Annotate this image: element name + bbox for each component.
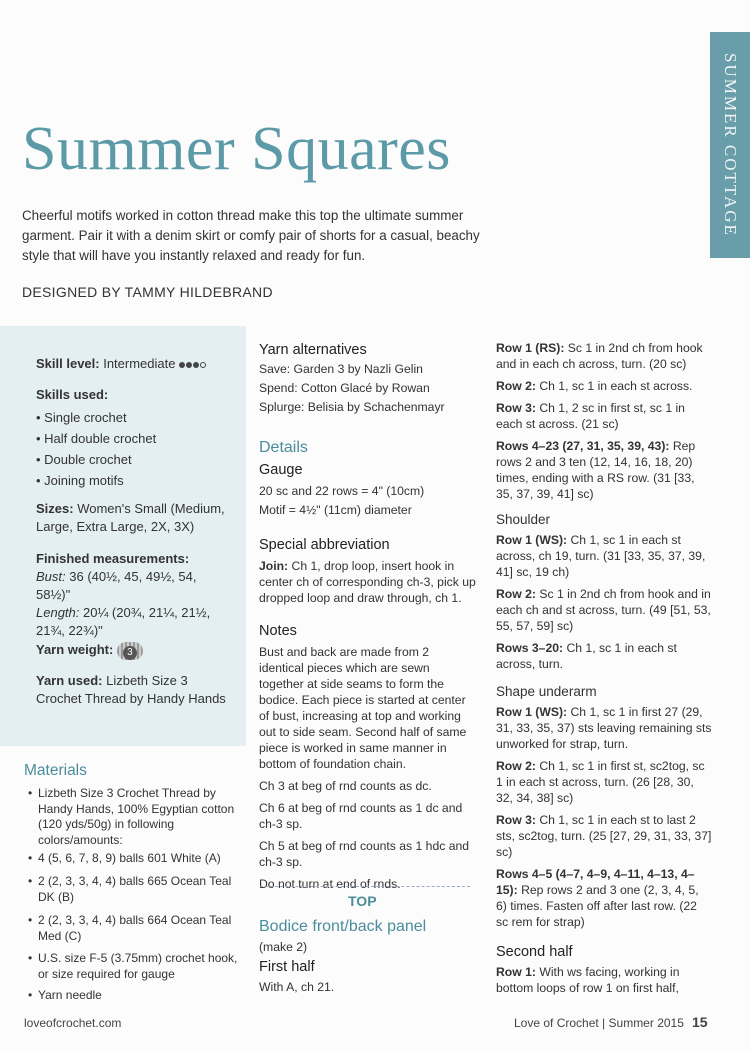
- gauge-section: Gauge 20 sc and 22 rows = 4" (10cm) Motif = 4½" (11cm) diameter: [259, 462, 425, 517]
- skill-level: Skill level: Intermediate: [36, 355, 232, 373]
- skill-item: • Joining motifs: [36, 470, 232, 491]
- materials-heading: Materials: [24, 762, 87, 779]
- yarn-alternatives: Yarn alternatives Save: Garden 3 by Nazli Gelin Spend: Cotton Glacé by Rowan Splurge: Belisia by Schachenmayr: [259, 342, 445, 414]
- materials-item: • Yarn needle: [28, 988, 102, 1002]
- shoulder-section: Shoulder Row 1 (WS): Ch 1, sc 1 in each st across, ch 19, turn. (31 [33, 35, 37, 39, 41] sc, 19 ch) Row 2: Sc 1 in 2nd ch from hook and in each ch and st across, turn. (49 [51, 53, 55, 57, 59] sc) Rows 3–20: Ch 1, sc 1 in each st across, turn.: [496, 512, 711, 671]
- details-heading: Details: [259, 439, 308, 456]
- materials-item: • U.S. size F-5 (3.75mm) crochet hook, or size required for gauge: [28, 951, 238, 981]
- yarn-weight-icon: 3: [117, 642, 143, 660]
- notes-section: Notes Bust and back are made from 2 identical pieces which are sewn together at side seams to form the bodice. Each piece is started at center of bust, increasing at top and working out to side seam. Second half of same piece is worked in same manner in bottom of foundation chain. Ch 3 at beg of rnd counts as dc. Ch 6 at beg of rnd counts as 1 dc and ch-3 sp. Ch 5 at beg of rnd counts as 1 hdc and ch-3 sp. Do not turn at end of rnds.: [259, 623, 470, 891]
- bodice-section: Bodice front/back panel (make 2) First half With A, ch 21.: [259, 918, 427, 994]
- yarn-used: Yarn used: Lizbeth Size 3 Crochet Thread by Handy Hands: [36, 673, 226, 706]
- top-heading: TOP: [348, 893, 377, 909]
- materials-item: • 2 (2, 3, 3, 4, 4) balls 664 Ocean Teal Med (C): [28, 913, 232, 943]
- footer-magazine: Love of Crochet | Summer 2015: [514, 1016, 684, 1030]
- second-half-section: Second half Row 1: With ws facing, working in bottom loops of row 1 on first half,: [496, 944, 680, 995]
- footer-url: loveofcrochet.com: [24, 1016, 122, 1030]
- skill-item: • Single crochet: [36, 407, 232, 428]
- skill-item: • Half double crochet: [36, 428, 232, 449]
- rows-1-23: Row 1 (RS): Sc 1 in 2nd ch from hook and in each ch across, turn. (20 sc) Row 2: Ch 1, sc 1 in each st across. Row 3: Ch 1, 2 sc in first st, sc 1 in each st across. (21 sc) Rows 4–23 (27, 31, 35, 39, 43): Rep rows 2 and 3 ten (12, 14, 16, 18, 20) times, ending with a RS row. (31 [33, 35, 37, 39, 41] sc): [496, 341, 703, 501]
- skill-item: • Double crochet: [36, 449, 232, 470]
- underarm-section: Shape underarm Row 1 (WS): Ch 1, sc 1 in first 27 (29, 31, 33, 35, 37) sts leaving remaining sts unworked for strap, turn. Row 2: Ch 1, sc 1 in first st, sc2tog, sc 1 in each st across, turn. (26 [28, 30, 32, 34, 38] sc) Row 3: Ch 1, sc 1 in each st to last 2 sts, sc2tog, turn. (25 [27, 29, 31, 33, 37] sc) Rows 4–5 (4–7, 4–9, 4–11, 4–13, 4–15): Rep rows 2 and 3 one (2, 3, 4, 5, 6) times. Fasten off after last row. (22 sc rem for strap): [496, 684, 712, 929]
- finished-measurements: Finished measurements: Bust: 36 (40½, 45, 49½, 54, 58½)" Length: 20¼ (20¾, 21¼, 21½, 21¾, 22¾)": [36, 551, 211, 638]
- section-tab: SUMMER COTTAGE: [710, 32, 750, 258]
- page-title: Summer Squares: [22, 115, 451, 183]
- skills-used: Skills used: • Single crochet • Half double crochet • Double crochet • Joining motifs: [36, 386, 232, 491]
- materials-item: • 2 (2, 3, 3, 4, 4) balls 665 Ocean Teal DK (B): [28, 874, 232, 904]
- special-abbreviation: Special abbreviation Join: Ch 1, drop loop, insert hook in center ch of corresponding ch-3, pick up dropped loop and draw through, ch 1.: [259, 537, 476, 605]
- intro-text: Cheerful motifs worked in cotton thread make this top the ultimate summer garment. Pair it with a denim skirt or comfy pair of shorts for a casual, beachy style that will have you instantly relaxed and ready for fun.: [22, 208, 480, 263]
- skill-dots-icon: [179, 356, 207, 371]
- materials-item: • 4 (5, 6, 7, 8, 9) balls 601 White (A): [28, 851, 221, 865]
- materials-item: • Lizbeth Size 3 Crochet Thread by Handy Hands, 100% Egyptian cotton (120 yds/50g) in following colors/amounts:: [28, 786, 235, 847]
- designer-credit: DESIGNED BY TAMMY HILDEBRAND: [22, 284, 273, 300]
- sizes: Sizes: Women's Small (Medium, Large, Extra Large, 2X, 3X): [36, 501, 225, 534]
- yarn-weight: Yarn weight: 3: [36, 641, 232, 660]
- page-number: 15: [692, 1014, 708, 1030]
- section-divider: [260, 886, 470, 887]
